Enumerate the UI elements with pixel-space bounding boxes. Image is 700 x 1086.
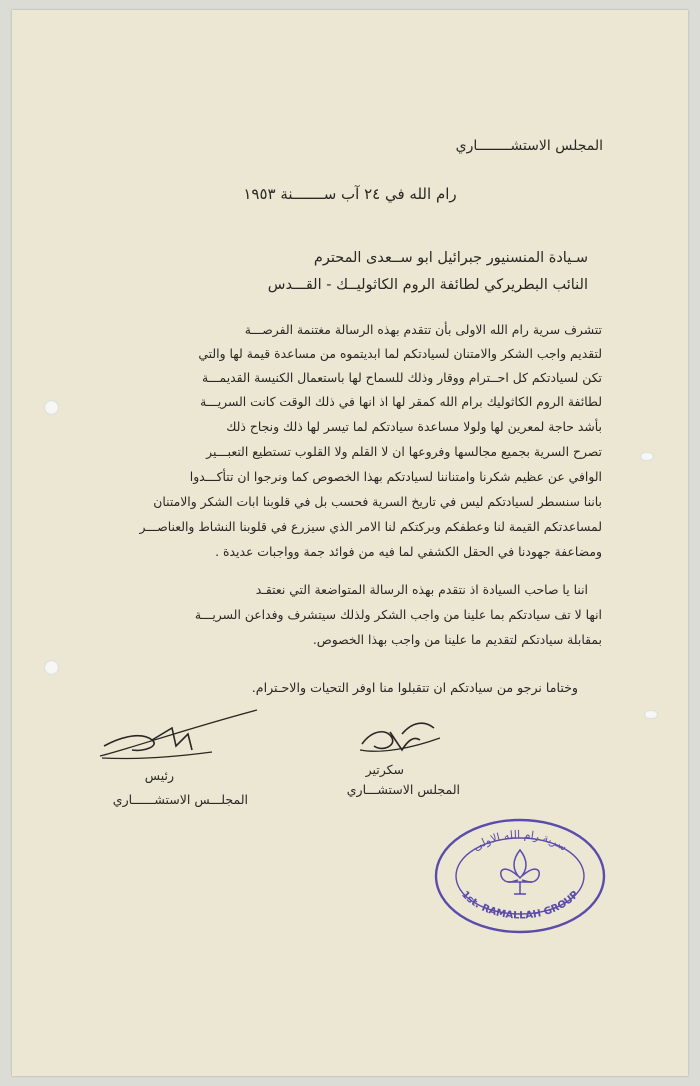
secretary-signature <box>342 710 452 770</box>
secretary-body: المجلس الاستشـــاري <box>346 782 460 797</box>
body-line: لتقديم واجب الشكر والامتنان لسيادتكم لما ابديتموه من مساعدة قيمة لها والتي <box>198 346 602 361</box>
letter-page <box>12 10 688 1076</box>
body-line: بمقابلة سيادتكم لتقديم ما علينا من واجب بهذا الخصوص. <box>312 632 602 647</box>
president-title: رئيس <box>144 768 174 783</box>
body-line: اننا يا صاحب السيادة اذ نتقدم بهذه الرسالة المتواضعة التي نعتقـد <box>255 582 588 597</box>
recipient-line-2: النائب البطريركي لطائفة الروم الكاثوليــك - القـــدس <box>267 277 588 293</box>
date-line: رام الله في ٢٤ آب ســـــــنة ١٩٥٣ <box>243 185 457 203</box>
stamp-english-text: 1st. RAMALLAH GROUP <box>459 889 581 922</box>
punch-hole <box>640 452 654 461</box>
ramallah-group-stamp <box>432 816 608 936</box>
body-line: بأشد حاجة لمعرين لها ولولا مساعدة سيادتكم لما تيسر لها ذلك ونجاح ذلك <box>226 419 602 434</box>
body-line: ومضاعفة جهودنا في الحقل الكشفي لما فيه من فوائد جمة وواجبات عديدة . <box>215 544 602 559</box>
closing-line: وختاما نرجو من سيادتكم ان تتقبلوا منا اوفر التحيات والاحـترام. <box>251 680 578 695</box>
letterhead: المجلس الاستشــــــــاري <box>455 138 603 154</box>
body-line: لمساعدتكم القيمة لنا وعطفكم وبركتكم لنا الامر الذي سيزرع في قلوبنا النشاط والعناصـــر <box>139 519 602 534</box>
punch-hole <box>44 660 59 675</box>
president-body: المجلـــس الاستشــــــاري <box>112 792 248 807</box>
body-line: لطائفة الروم الكاثوليك برام الله كمقر لها اذ انها في ذلك الوقت كانت السريـــة <box>200 394 602 409</box>
punch-hole <box>44 400 59 415</box>
body-line: تكن لسيادتكم كل احــترام ووقار وذلك للسماح لها باستعمال الكنيسة القديمـــة <box>202 370 602 385</box>
body-line: انها لا تف سيادتكم بما علينا من واجب الشكر ولذلك سيتشرف وفداعن السريـــة <box>194 607 602 622</box>
fleur-de-lis-icon <box>501 850 539 894</box>
president-signature <box>92 700 272 770</box>
recipient-line-1: سـيادة المنسنيور جبرائيل ابو ســعدى المحترم <box>313 250 588 266</box>
stamp-arabic-text: سرية رام الله الاولى <box>470 828 570 854</box>
secretary-title: سكرتير <box>365 762 404 777</box>
body-line: تتشرف سرية رام الله الاولى بأن تتقدم بهذه الرسالة مغتنمة الفرصـــة <box>244 322 602 337</box>
body-line: الوافي عن عظيم شكرنا وامتناننا لسيادتكم بهذا الخصوص كما ونرجوا ان تتأكـــدوا <box>189 469 602 484</box>
body-line: باننا سنسطر لسيادتكم ليس في تاريخ السرية فحسب بل في قلوبنا ابات الشكر والامتنان <box>153 494 602 509</box>
punch-hole <box>644 710 658 719</box>
body-line: تصرح السرية بجميع مجالسها وفروعها ان لا القلم ولا القلوب تستطيع التعبـــير <box>206 444 602 459</box>
